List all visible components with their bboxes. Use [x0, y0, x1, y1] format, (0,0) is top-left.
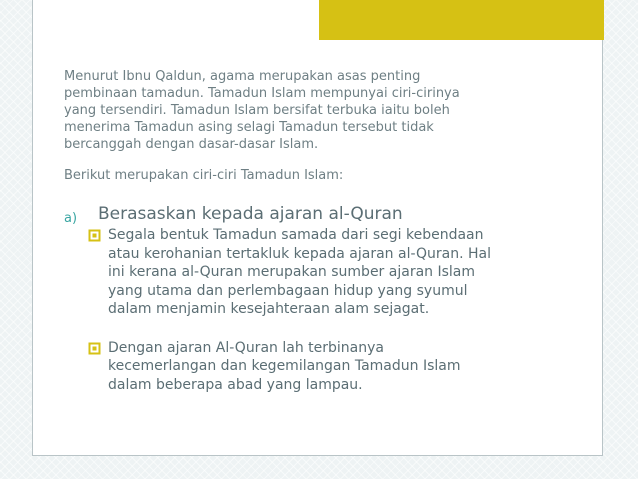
bullet-text — [108, 226, 584, 319]
lead-in-text: Berikut merupakan ciri-ciri Tamadun Islam: — [64, 168, 344, 183]
bullet-item-1 — [64, 226, 584, 319]
bullet-line: ini kerana al-Quran merupakan sumber ajaran Islam — [108, 264, 476, 280]
bullet-item-2 — [64, 339, 584, 395]
intro-line: bercanggah dengan dasar-dasar Islam. — [64, 137, 319, 152]
bullet-line: dalam menjamin kesejahteraan alam sejagat. — [108, 301, 430, 317]
bullet-line: yang utama dan perlembagaan hidup yang syumul — [108, 282, 468, 299]
accent-bar — [318, 0, 604, 40]
point-letter: a) — [64, 211, 78, 226]
intro-line: yang tersendiri. Tamadun Islam bersifat terbuka iaitu boleh — [64, 103, 450, 118]
point-title: Berasaskan kepada ajaran al-Quran — [98, 204, 403, 224]
bullet-text — [108, 339, 584, 395]
bullet-line: Segala bentuk Tamadun samada dari segi kebendaan — [108, 227, 484, 243]
square-bullet-icon — [88, 229, 101, 242]
slide-content — [64, 68, 584, 394]
bullet-line: kecemerlangan dan kegemilangan Tamadun Islam — [108, 358, 461, 374]
intro-line: Menurut Ibnu Qaldun, agama merupakan asas penting — [64, 69, 421, 84]
intro-line: menerima Tamadun asing selagi Tamadun tersebut tidak — [64, 120, 434, 135]
bullet-line: dalam beberapa abad yang lampau. — [108, 376, 363, 393]
intro-line: pembinaan tamadun. Tamadun Islam mempunyai ciri-cirinya — [64, 86, 460, 101]
bullet-line: Dengan ajaran Al-Quran lah terbinanya — [108, 339, 384, 356]
bullet-line: atau kerohanian tertakluk kepada ajaran al-Quran. Hal — [108, 245, 492, 262]
square-bullet-icon — [88, 342, 101, 355]
intro-paragraph — [64, 68, 584, 153]
